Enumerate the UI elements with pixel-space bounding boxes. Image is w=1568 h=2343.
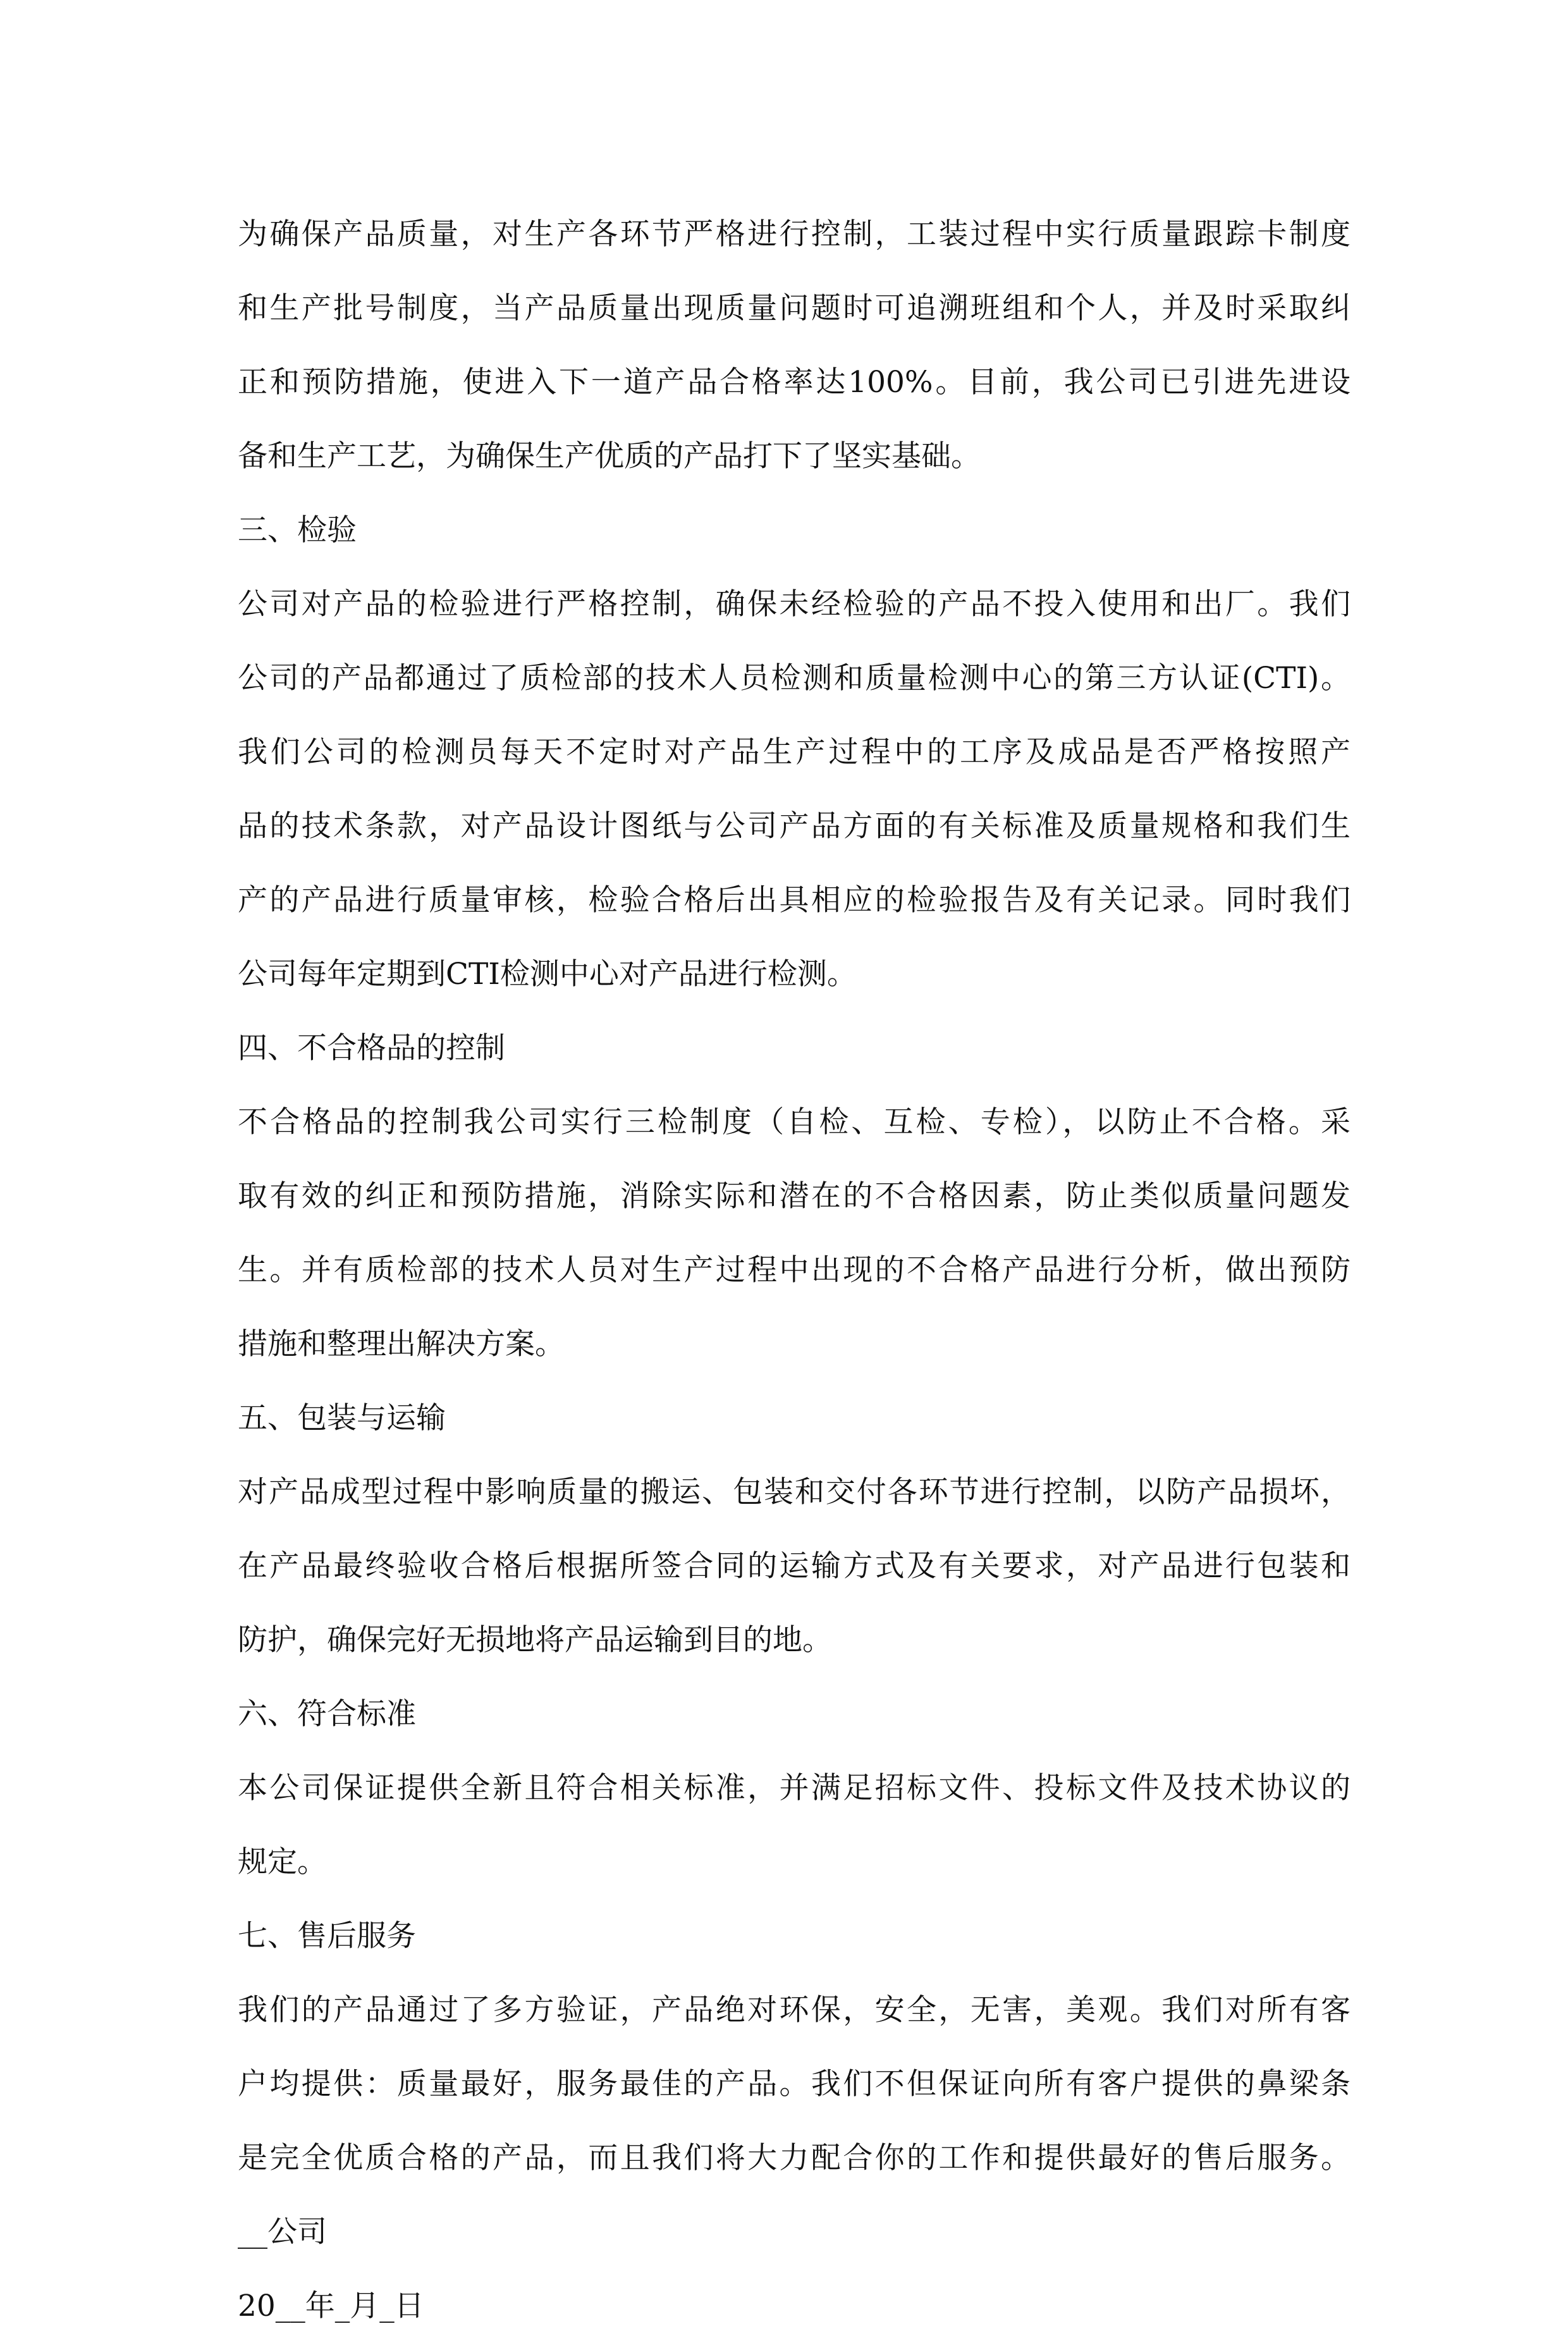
section-heading: 七、售后服务 — [238, 1919, 416, 1953]
company-signature: __公司 — [238, 2215, 327, 2249]
text-line: 户均提供：质量最好，服务最佳的产品。我们不但保证向所有客户提供的鼻梁条 — [238, 2067, 1351, 2101]
section-heading: 四、不合格品的控制 — [238, 1031, 505, 1066]
text-line: 本公司保证提供全新且符合相关标准，并满足招标文件、投标文件及技术协议的 — [238, 1771, 1351, 1805]
text-line: 生。并有质检部的技术人员对生产过程中出现的不合格产品进行分析，做出预防 — [238, 1253, 1351, 1288]
text-line: 防护，确保完好无损地将产品运输到目的地。 — [238, 1623, 832, 1657]
text-line: 措施和整理出解决方案。 — [238, 1327, 565, 1362]
text-line: 备和生产工艺，为确保生产优质的产品打下了坚实基础。 — [238, 439, 981, 474]
text-line: 规定。 — [238, 1845, 327, 1879]
text-line: 公司每年定期到CTI检测中心对产品进行检测。 — [238, 957, 857, 992]
text-line: 正和预防措施，使进入下一道产品合格率达100%。目前，我公司已引进先进设 — [238, 365, 1351, 400]
text-line: 是完全优质合格的产品，而且我们将大力配合你的工作和提供最好的售后服务。 — [238, 2141, 1351, 2175]
text-line: 在产品最终验收合格后根据所签合同的运输方式及有关要求，对产品进行包装和 — [238, 1549, 1351, 1584]
text-line: 取有效的纠正和预防措施，消除实际和潜在的不合格因素，防止类似质量问题发 — [238, 1179, 1351, 1214]
text-line: 不合格品的控制我公司实行三检制度（自检、互检、专检），以防止不合格。采 — [238, 1105, 1351, 1140]
date-line: 20__年_月_日 — [238, 2289, 424, 2323]
text-line: 公司对产品的检验进行严格控制，确保未经检验的产品不投入使用和出厂。我们 — [238, 587, 1351, 622]
text-line: 对产品成型过程中影响质量的搬运、包装和交付各环节进行控制，以防产品损坏， — [238, 1475, 1351, 1510]
text-line: 我们公司的检测员每天不定时对产品生产过程中的工序及成品是否严格按照产 — [238, 735, 1351, 770]
text-line: 产的产品进行质量审核，检验合格后出具相应的检验报告及有关记录。同时我们 — [238, 883, 1351, 918]
text-line: 品的技术条款，对产品设计图纸与公司产品方面的有关标准及质量规格和我们生 — [238, 809, 1351, 844]
document-body — [238, 197, 1351, 2343]
section-heading: 六、符合标准 — [238, 1697, 416, 1731]
section-heading: 三、检验 — [238, 513, 357, 548]
text-line: 为确保产品质量，对生产各环节严格进行控制，工装过程中实行质量跟踪卡制度 — [238, 217, 1351, 252]
text-line: 我们的产品通过了多方验证，产品绝对环保，安全，无害，美观。我们对所有客 — [238, 1993, 1351, 2027]
text-line: 公司的产品都通过了质检部的技术人员检测和质量检测中心的第三方认证(CTI)。 — [238, 661, 1351, 696]
text-line: 和生产批号制度，当产品质量出现质量问题时可追溯班组和个人，并及时采取纠 — [238, 291, 1351, 326]
section-heading: 五、包装与运输 — [238, 1401, 446, 1436]
